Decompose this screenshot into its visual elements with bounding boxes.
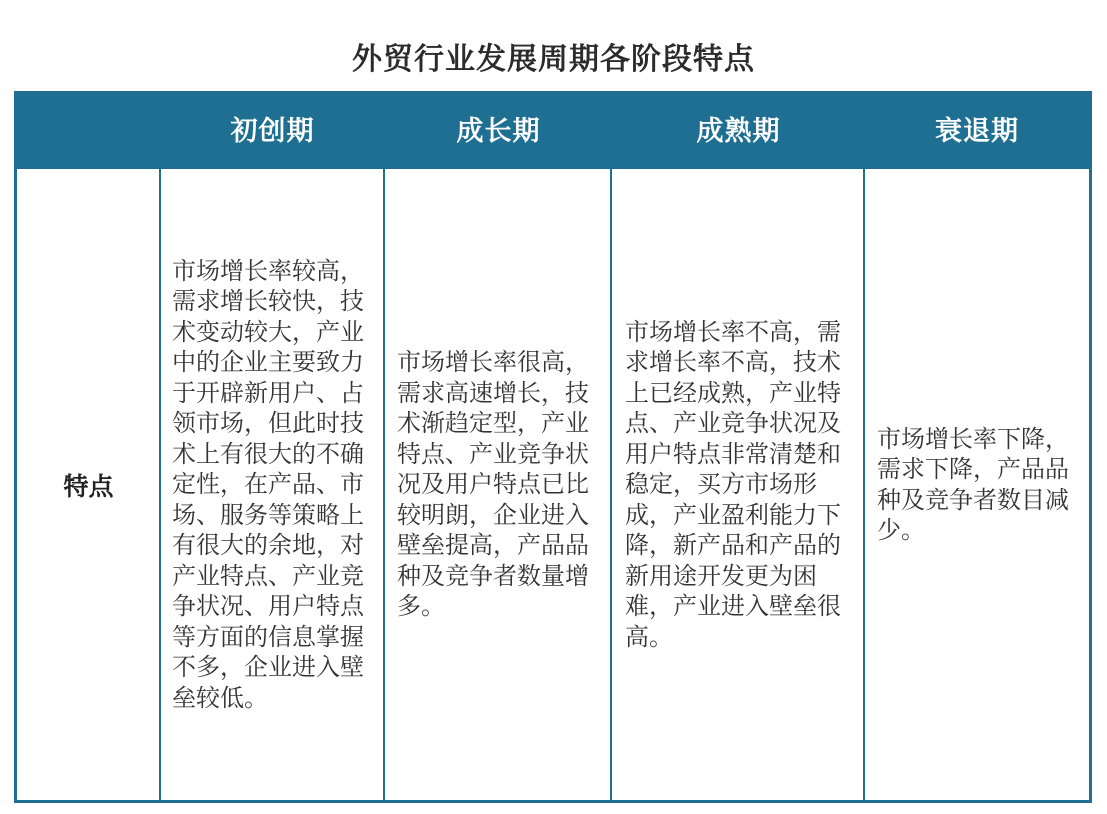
page-title: 外贸行业发展周期各阶段特点: [352, 42, 755, 77]
header-startup-stage: 初创期: [230, 116, 315, 147]
cell-text: 市场增长率不高，需求增长率不高，技术上已经成熟，产业特点、产业竞争状况及用户特点非常清楚和稳定，买方市场形成，产业盈利能力下降，新产品和产品的新用途开发更为困难，产业进入壁垒很高。: [625, 317, 841, 651]
cell-text: 市场增长率下降，需求下降，产品品种及竞争者数目减少。: [877, 424, 1069, 544]
stage-characteristics-table: [14, 91, 1092, 803]
cell-decline-characteristics: [865, 169, 1089, 800]
cell-startup-characteristics: [161, 169, 383, 800]
cell-maturity-characteristics: [612, 169, 863, 800]
cell-growth-characteristics: [385, 169, 610, 800]
header-corner-cell: [17, 94, 160, 169]
table-header-row: [17, 94, 1089, 169]
header-maturity-stage: 成熟期: [696, 116, 781, 147]
cell-text: 市场增长率较高，需求增长较快，技术变动较大，产业中的企业主要致力于开辟新用户、占领市场，但此时技术上有很大的不确定性，在产品、市场、服务等策略上有很大的余地，对产业特点、产业竞争状况、用户特点等方面的信息掌握不多，企业进入壁垒较低。: [172, 256, 364, 712]
header-growth-stage: 成长期: [456, 116, 541, 147]
header-decline-stage: 衰退期: [935, 116, 1019, 147]
row-label-characteristics: 特点: [63, 471, 114, 501]
cell-text: 市场增长率很高，需求高速增长，技术渐趋定型，产业特点、产业竞争状况及用户特点已比较明朗，企业进入壁垒提高，产品品种及竞争者数量增多。: [397, 348, 589, 621]
